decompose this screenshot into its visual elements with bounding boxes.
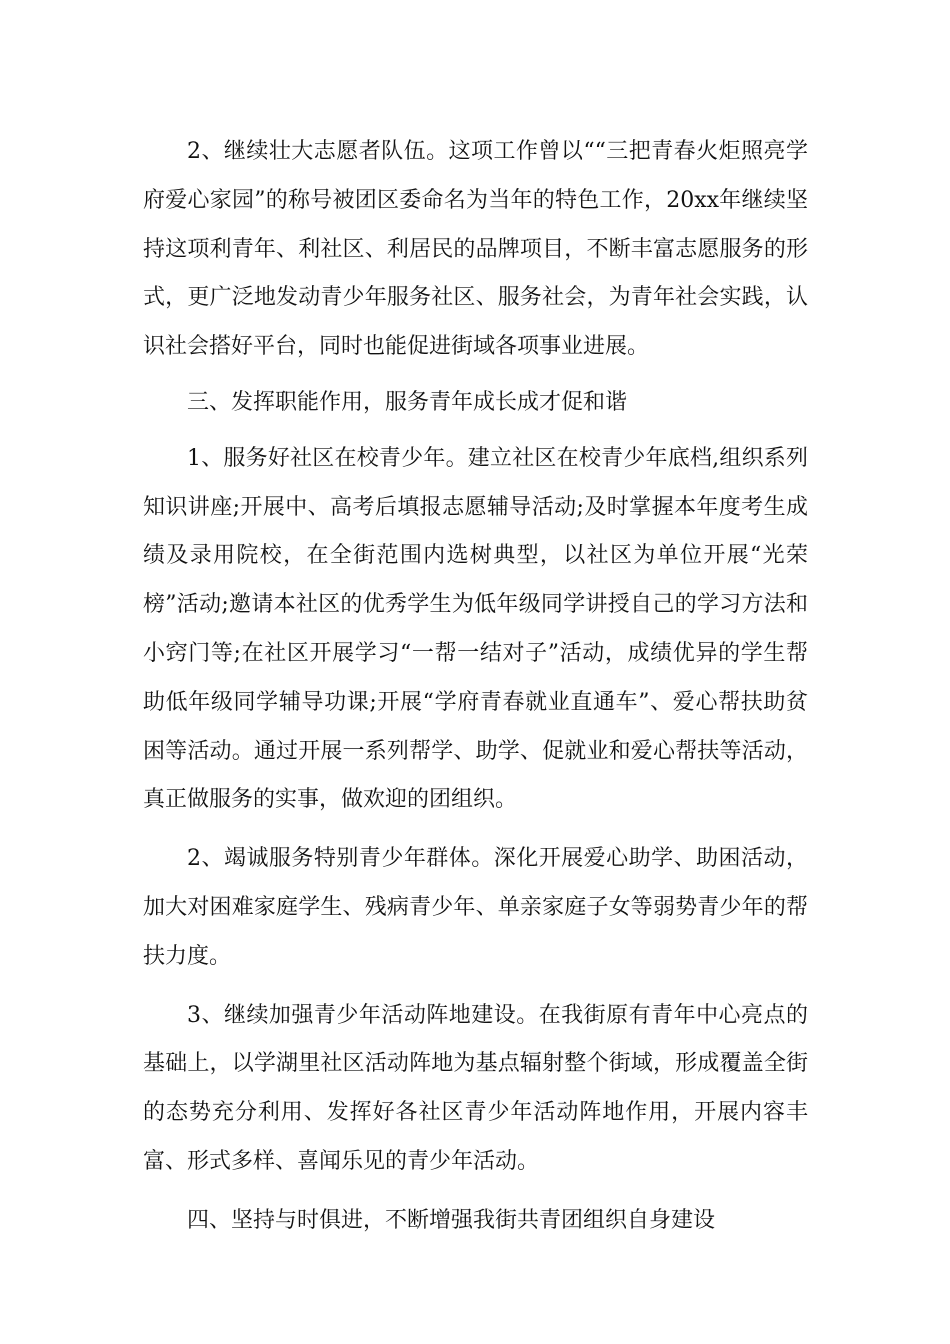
spacer [143,982,808,992]
document-body [143,128,808,1246]
paragraph-volunteer-team: 2、继续壮大志愿者队伍。这项工作曾以““三把青春火炬照亮学府爱心家园”的称号被团区委命名为当年的特色工作，20xx年继续坚持这项利青年、利社区、利居民的品牌项目，不断丰富志愿服务的形式，更广泛地发动青少年服务社区、服务社会，为青年社会实践，认识社会搭好平台，同时也能促进街域各项事业进展。 [143,139,808,360]
spacer [143,372,808,379]
spacer [143,1187,808,1197]
section-heading-three: 三、发挥职能作用，服务青年成长成才促和谐 [187,389,628,415]
paragraph-special-youth: 2、竭诚服务特别青少年群体。深化开展爱心助学、助困活动，加大对困难家庭学生、残病青少年、单亲家庭子女等弱势青少年的帮扶力度。 [143,846,808,969]
section-heading-four: 四、坚持与时俱进，不断增强我街共青团组织自身建设 [187,1207,716,1233]
paragraph-serve-students: 1、服务好社区在校青少年。建立社区在校青少年底档,组织系列知识讲座;开展中、高考后填报志愿辅导活动;及时掌握本年度考生成绩及录用院校，在全街范围内选树典型，以社区为单位开展“光荣榜”活动;邀请本社区的优秀学生为低年级同学讲授自己的学习方法和小窍门等;在社区开展学习“一帮一结对子”活动，成绩优异的学生帮助低年级同学辅导功课;开展“学府青春就业直通车”、爱心帮扶助贫困等活动。通过开展一系列帮学、助学、促就业和爱心帮扶等活动，真正做服务的实事，做欢迎的团组织。 [143,445,808,813]
spacer [143,428,808,435]
spacer [143,825,808,835]
paragraph-activity-venues: 3、继续加强青少年活动阵地建设。在我街原有青年中心亮点的基础上，以学湖里社区活动阵地为基点辐射整个街域，形成覆盖全街的态势充分利用、发挥好各社区青少年活动阵地作用，开展内容丰富、形式多样、喜闻乐见的青少年活动。 [143,1002,808,1174]
